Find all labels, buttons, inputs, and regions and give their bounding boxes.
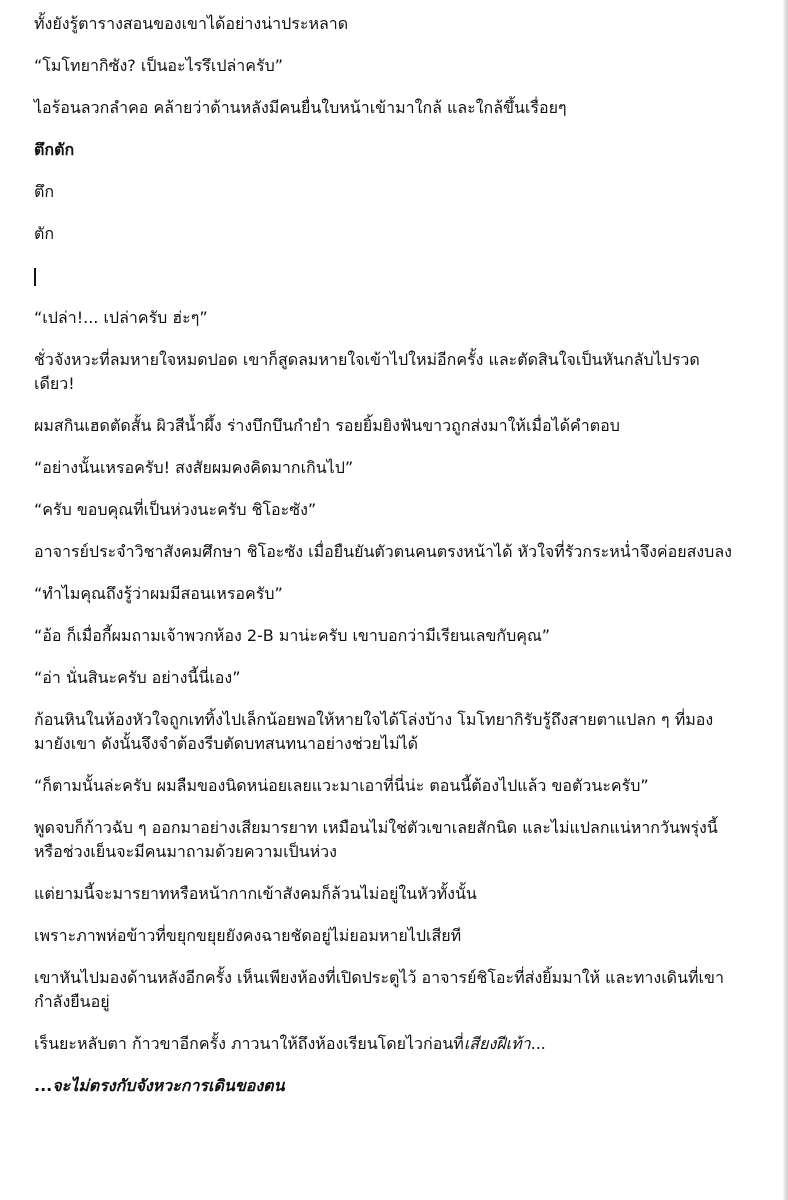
dialogue-line: “ครับ ขอบคุณที่เป็นห่วงนะครับ ชิโอะซัง” xyxy=(34,500,317,519)
paragraph: อาจารย์ประจำวิชาสังคมศึกษา ชิโอะซัง เมื่อยืนยันตัวตนคนตรงหน้าได้ หัวใจที่รัวกระหน่ำจึงค่อยสงบลง xyxy=(34,542,732,561)
ellipsis: ... xyxy=(34,1076,53,1095)
dialogue-line: “อ่า นั่นสินะครับ อย่างนี้นี่เอง” xyxy=(34,668,241,687)
paragraph: ทั้งยังรู้ตารางสอนของเขาได้อย่างน่าประหลาด xyxy=(34,14,349,33)
dialogue-line: “เปล่า!... เปล่าครับ ฮ่ะๆ” xyxy=(34,308,208,327)
paragraph: แต่ยามนี้จะมารยาทหรือหน้ากากเข้าสังคมก็ล้วนไม่อยู่ในหัวทั้งนั้น xyxy=(34,884,477,903)
paragraph: เพราะภาพห่อข้าวที่ขยุกขยุยยังคงฉายชัดอยู่ไม่ยอมหายไปเสียที xyxy=(34,926,462,945)
dialogue-line: “อ้อ ก็เมื่อกี้ผมถามเจ้าพวกห้อง 2-B มาน่ะครับ เขาบอกว่ามีเรียนเลขกับคุณ” xyxy=(34,626,551,645)
heartbeat-sound-bold: ตึกตัก xyxy=(34,140,75,159)
paragraph: พูดจบก็ก้าวฉับ ๆ ออกมาอย่างเสียมารยาท เหมือนไม่ใช่ตัวเขาเลยสักนิด และไม่แปลกแน่หากวันพรุ่งนี้หรือช่วงเย็นจะมีคนมาถามด้วยความเป็นห่วง xyxy=(34,818,718,861)
heartbeat-sound-line: ตัก xyxy=(34,224,55,243)
paragraph-text: เร็นยะหลับตา ก้าวขาอีกครั้ง ภาวนาให้ถึงห้องเรียนโดยไวก่อนที่ xyxy=(34,1034,464,1053)
dialogue-line: “ก็ตามนั้นล่ะครับ ผมลืมของนิดหน่อยเลยแวะมาเอาที่นี่น่ะ ตอนนี้ต้องไปแล้ว ขอตัวนะครับ” xyxy=(34,776,649,795)
story-text-column xyxy=(34,12,734,1116)
dialogue-line: “โมโทยากิซัง? เป็นอะไรรึเปล่าครับ” xyxy=(34,56,284,75)
paragraph-with-italic xyxy=(34,1032,734,1056)
paragraph: เขาหันไปมองด้านหลังอีกครั้ง เห็นเพียงห้องที่เปิดประตูไว้ อาจารย์ชิโอะที่ส่งยิ้มมาให้ และทางเดินที่เขากำลังยืนอยู่ xyxy=(34,968,724,1011)
dialogue-line: “อย่างนั้นเหรอครับ! สงสัยผมคงคิดมากเกินไป” xyxy=(34,458,354,477)
heartbeat-sound-line: ตึก xyxy=(34,182,55,201)
text-cursor-icon xyxy=(34,268,36,286)
closing-line xyxy=(34,1074,734,1098)
paragraph: ไอร้อนลวกลำคอ คล้ายว่าด้านหลังมีคนยื่นใบหน้าเข้ามาใกล้ และใกล้ขึ้นเรื่อยๆ xyxy=(34,98,567,117)
italic-phrase: เสียงฝีเท้า xyxy=(463,1034,531,1053)
page-edge-shadow xyxy=(783,0,788,1200)
dialogue-line: “ทำไมคุณถึงรู้ว่าผมมีสอนเหรอครับ” xyxy=(34,584,283,603)
paragraph: ผมสกินเฮดตัดสั้น ผิวสีน้ำผึ้ง ร่างบึกบึนกำยำ รอยยิ้มยิงฟันขาวถูกส่งมาให้เมื่อได้คำตอบ xyxy=(34,416,620,435)
paragraph: ก้อนหินในห้องหัวใจถูกเททิ้งไปเล็กน้อยพอให้หายใจได้โล่งบ้าง โมโทยากิรับรู้ถึงสายตาแปลก ๆ ที่มองมายังเขา ดังนั้นจึงจำต้องรีบตัดบทสนทนาอย่างช่วยไม่ได้ xyxy=(34,710,714,753)
bold-italic-phrase: จะไม่ตรงกับจังหวะการเดินของตน xyxy=(52,1076,285,1095)
ellipsis: ... xyxy=(530,1034,546,1053)
text-cursor-line xyxy=(34,264,734,288)
paragraph: ชั่วจังหวะที่ลมหายใจหมดปอด เขาก็สูดลมหายใจเข้าไปใหม่อีกครั้ง และตัดสินใจเป็นหันกลับไปรวดเดียว! xyxy=(34,350,700,393)
